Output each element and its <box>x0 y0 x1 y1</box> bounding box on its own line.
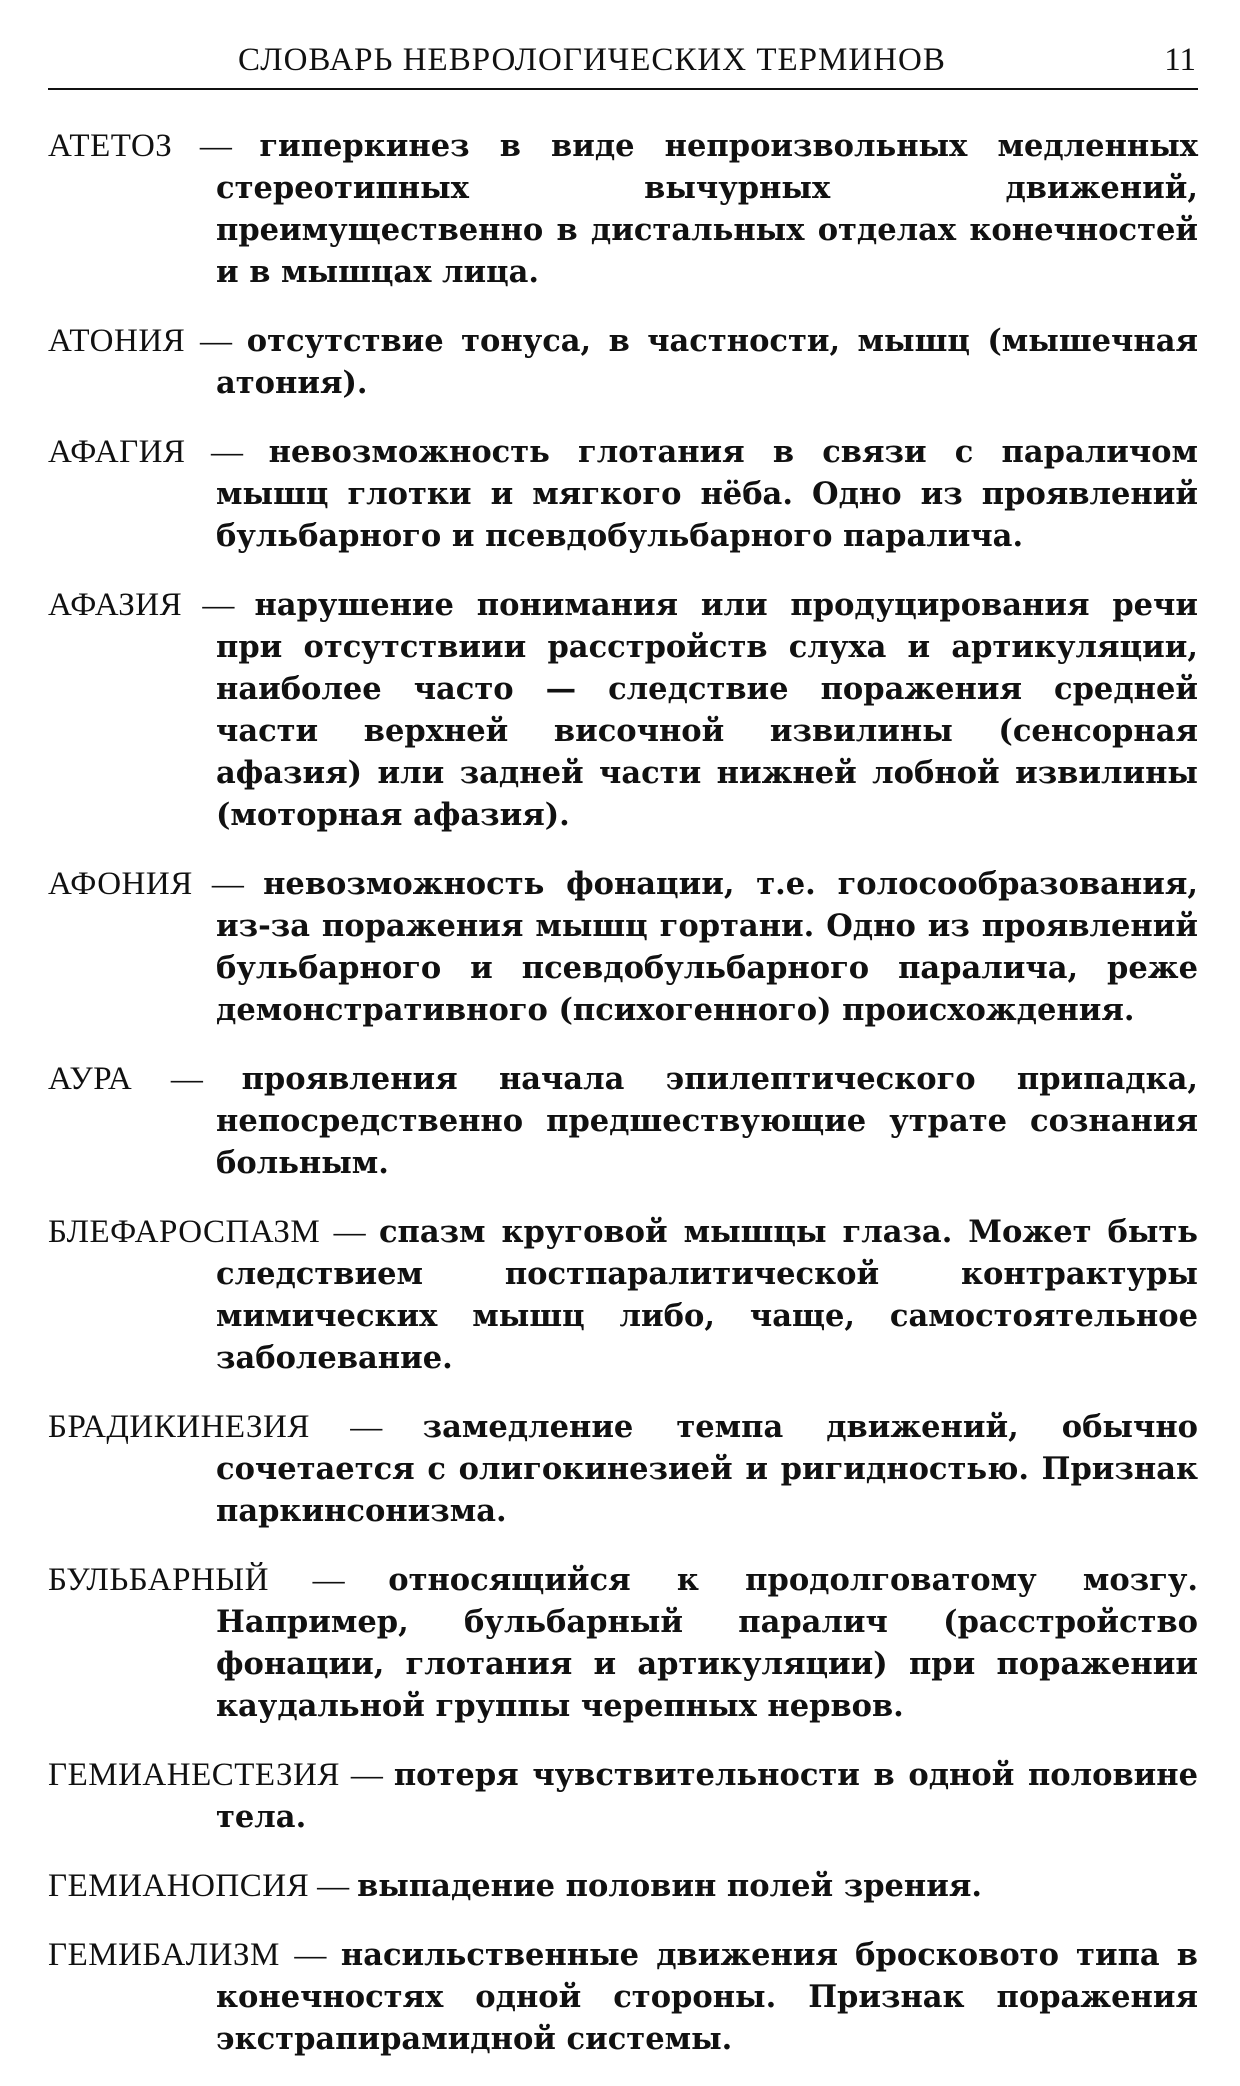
entry-definition: невозможность фонации, т.е. голосообразования, из-за поражения мышц гортани. Одно из проявлений бульбарного и псевдобульбарного паралича, реже демонстративного (психогенного) происхождения. <box>216 866 1199 1028</box>
dictionary-page <box>48 38 1198 2086</box>
entry-term: БРАДИКИНЕЗИЯ <box>48 1409 310 1445</box>
entry-list <box>48 124 1198 2060</box>
entry-definition: относящийся к продолговатому мозгу. Например, бульбарный паралич (расстройство фонации, глотания и артикуляции) при поражении каудальной группы черепных нервов. <box>216 1562 1199 1724</box>
running-title: СЛОВАРЬ НЕВРОЛОГИЧЕСКИХ ТЕРМИНОВ <box>238 42 946 78</box>
dictionary-entry: БРАДИКИНЕЗИЯ — замедление темпа движений, обычно сочетается с олигокинезией и ригидностью. Признак паркинсонизма. <box>48 1408 1198 1529</box>
running-header <box>48 38 1198 90</box>
entry-definition: потеря чувствительности в одной половине тела. <box>216 1757 1198 1835</box>
dictionary-entry: АФАЗИЯ — нарушение понимания или продуцирования речи при отсутствиии расстройств слуха и артикуляции, наиболее часто — следствие поражения средней части верхней височной извилины (сенсорная афазия) или задней части нижней лобной извилины (моторная афазия). <box>48 586 1198 833</box>
entry-term: АФАЗИЯ <box>48 587 183 623</box>
dictionary-entry: БУЛЬБАРНЫЙ — относящийся к продолговатому мозгу. Например, бульбарный паралич (расстройство фонации, глотания и артикуляции) при поражении каудальной группы черепных нервов. <box>48 1561 1199 1724</box>
entry-definition: замедление темпа движений, обычно сочетается с олигокинезией и ригидностью. Признак паркинсонизма. <box>216 1409 1198 1529</box>
dictionary-entry: АФАГИЯ — невозможность глотания в связи с параличом мышц глотки и мягкого нёба. Одно из проявлений бульбарного и псевдобульбарного паралича. <box>48 433 1198 554</box>
entry-definition: отсутствие тонуса, в частности, мышц (мышечная атония). <box>216 323 1198 401</box>
entry-term: АФОНИЯ <box>48 866 193 902</box>
entry-term: ГЕМИАНЕСТЕЗИЯ <box>48 1757 340 1793</box>
entry-term: ГЕМИАНОПСИЯ <box>48 1868 310 1904</box>
dictionary-entry: АУРА — проявления начала эпилептического припадка, непосредственно предшествующие утрате сознания больным. <box>48 1060 1198 1181</box>
entry-term: АТОНИЯ <box>48 323 186 359</box>
entry-term: ГЕМИБАЛИЗМ <box>48 1937 280 1973</box>
entry-term: БЛЕФАРОСПАЗМ <box>48 1214 321 1250</box>
entry-term: АУРА <box>48 1061 133 1097</box>
entry-definition: спазм круговой мышцы глаза. Может быть следствием постпаралитической контрактуры мимических мышц либо, чаще, самостоятельное заболевание. <box>216 1214 1198 1376</box>
dictionary-entry: АТОНИЯ — отсутствие тонуса, в частности, мышц (мышечная атония). <box>48 322 1198 401</box>
dictionary-entry: ГЕМИБАЛИЗМ — насильственные движения бросковото типа в конечностях одной стороны. Признак поражения экстрапирамидной системы. <box>48 1936 1198 2057</box>
entry-definition: насильственные движения бросковото типа в конечностях одной стороны. Признак поражения экстрапирамидной системы. <box>216 1937 1198 2057</box>
dictionary-entry: БЛЕФАРОСПАЗМ — спазм круговой мышцы глаза. Может быть следствием постпаралитической контрактуры мимических мышц либо, чаще, самостоятельное заболевание. <box>48 1213 1198 1376</box>
dictionary-entry: АТЕТОЗ — гиперкинез в виде непроизвольных медленных стереотипных вычурных движений, преимущественно в дистальных отделах конечностей и в мышцах лица. <box>48 127 1198 290</box>
entry-term: БУЛЬБАРНЫЙ <box>48 1562 269 1598</box>
entry-term: АТЕТОЗ <box>48 128 173 164</box>
entry-definition: невозможность глотания в связи с параличом мышц глотки и мягкого нёба. Одно из проявлений бульбарного и псевдобульбарного паралича. <box>216 434 1198 554</box>
entry-definition: гиперкинез в виде непроизвольных медленных стереотипных вычурных движений, преимущественно в дистальных отделах конечностей и в мышцах лица. <box>216 128 1198 290</box>
dictionary-entry: ГЕМИАНОПСИЯ — выпадение половин полей зрения. <box>48 1867 983 1904</box>
entry-definition: проявления начала эпилептического припадка, непосредственно предшествующие утрате сознания больным. <box>216 1061 1198 1181</box>
entry-term: АФАГИЯ <box>48 434 186 470</box>
dictionary-entry: АФОНИЯ — невозможность фонации, т.е. голосообразования, из-за поражения мышц гортани. Одно из проявлений бульбарного и псевдобульбарного паралича, реже демонстративного (психогенного) происхождения. <box>48 865 1199 1028</box>
entry-definition: выпадение половин полей зрения. <box>357 1868 983 1904</box>
page-number: 11 <box>1164 42 1196 78</box>
dictionary-entry: ГЕМИАНЕСТЕЗИЯ — потеря чувствительности в одной половине тела. <box>48 1756 1198 1835</box>
entry-definition: нарушение понимания или продуцирования речи при отсутствиии расстройств слуха и артикуляции, наиболее часто — следствие поражения средней части верхней височной извилины (сенсорная афазия) или задней части нижней лобной извилины (моторная афазия). <box>216 587 1198 833</box>
